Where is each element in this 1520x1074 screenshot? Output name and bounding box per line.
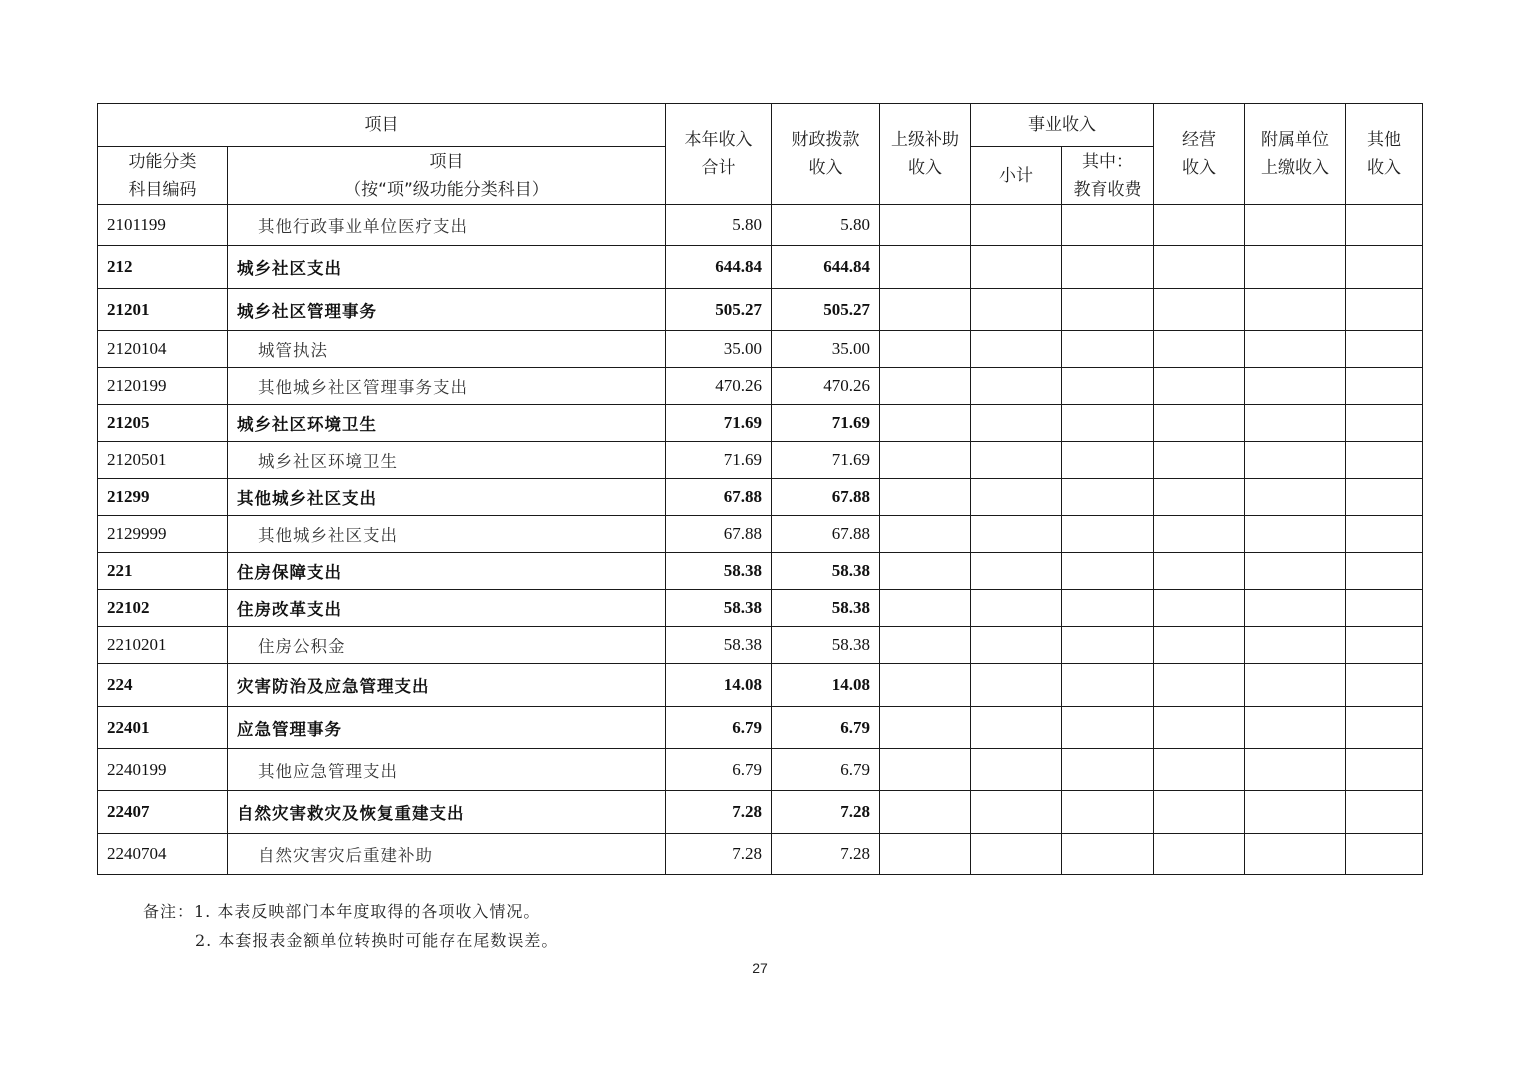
notes (143, 897, 558, 955)
row-code: 2120199 (98, 368, 228, 405)
row-career-subtotal (971, 405, 1062, 442)
row-fiscal: 67.88 (772, 479, 880, 516)
row-business (1154, 331, 1245, 368)
row-other (1346, 289, 1423, 331)
table-row (98, 707, 1423, 749)
row-fiscal: 7.28 (772, 834, 880, 875)
row-business (1154, 516, 1245, 553)
row-affiliated (1245, 791, 1346, 834)
row-fiscal: 505.27 (772, 289, 880, 331)
row-other (1346, 664, 1423, 707)
row-business (1154, 368, 1245, 405)
row-other (1346, 442, 1423, 479)
row-education-fee (1062, 331, 1154, 368)
row-name: 自然灾害灾后重建补助 (228, 834, 666, 875)
header-business: 经营 收入 (1154, 104, 1245, 205)
row-affiliated (1245, 590, 1346, 627)
row-affiliated (1245, 289, 1346, 331)
table-row (98, 553, 1423, 590)
row-code: 212 (98, 246, 228, 289)
row-business (1154, 749, 1245, 791)
row-education-fee (1062, 834, 1154, 875)
row-affiliated (1245, 664, 1346, 707)
table-row (98, 331, 1423, 368)
row-affiliated (1245, 707, 1346, 749)
row-fiscal: 6.79 (772, 707, 880, 749)
row-superior (880, 834, 971, 875)
table-body (98, 205, 1423, 875)
row-affiliated (1245, 834, 1346, 875)
row-code: 21201 (98, 289, 228, 331)
row-affiliated (1245, 553, 1346, 590)
row-superior (880, 553, 971, 590)
row-career-subtotal (971, 749, 1062, 791)
row-affiliated (1245, 368, 1346, 405)
header-career: 事业收入 (971, 104, 1154, 147)
row-code: 2210201 (98, 627, 228, 664)
row-business (1154, 707, 1245, 749)
row-superior (880, 627, 971, 664)
row-total: 67.88 (666, 479, 772, 516)
row-fiscal: 58.38 (772, 553, 880, 590)
row-education-fee (1062, 442, 1154, 479)
row-superior (880, 405, 971, 442)
row-name: 住房改革支出 (228, 590, 666, 627)
row-superior (880, 516, 971, 553)
row-total: 58.38 (666, 627, 772, 664)
row-career-subtotal (971, 331, 1062, 368)
row-education-fee (1062, 707, 1154, 749)
row-education-fee (1062, 368, 1154, 405)
row-superior (880, 205, 971, 246)
row-business (1154, 205, 1245, 246)
row-business (1154, 791, 1245, 834)
row-career-subtotal (971, 246, 1062, 289)
table-row (98, 590, 1423, 627)
row-total: 644.84 (666, 246, 772, 289)
row-name: 城管执法 (228, 331, 666, 368)
row-name: 住房公积金 (228, 627, 666, 664)
row-total: 470.26 (666, 368, 772, 405)
row-total: 6.79 (666, 749, 772, 791)
row-other (1346, 246, 1423, 289)
row-career-subtotal (971, 664, 1062, 707)
row-superior (880, 791, 971, 834)
row-education-fee (1062, 590, 1154, 627)
row-fiscal: 5.80 (772, 205, 880, 246)
header-fiscal: 财政拨款 收入 (772, 104, 880, 205)
row-education-fee (1062, 246, 1154, 289)
row-fiscal: 14.08 (772, 664, 880, 707)
table-row (98, 516, 1423, 553)
row-business (1154, 834, 1245, 875)
row-affiliated (1245, 246, 1346, 289)
row-fiscal: 71.69 (772, 405, 880, 442)
row-education-fee (1062, 627, 1154, 664)
row-business (1154, 442, 1245, 479)
row-name: 应急管理事务 (228, 707, 666, 749)
row-total: 35.00 (666, 331, 772, 368)
row-career-subtotal (971, 590, 1062, 627)
row-fiscal: 71.69 (772, 442, 880, 479)
row-education-fee (1062, 479, 1154, 516)
row-fiscal: 67.88 (772, 516, 880, 553)
row-other (1346, 479, 1423, 516)
row-name: 城乡社区环境卫生 (228, 442, 666, 479)
row-education-fee (1062, 791, 1154, 834)
row-career-subtotal (971, 834, 1062, 875)
row-code: 2129999 (98, 516, 228, 553)
row-code: 21205 (98, 405, 228, 442)
row-superior (880, 368, 971, 405)
row-code: 2120501 (98, 442, 228, 479)
row-superior (880, 289, 971, 331)
row-total: 14.08 (666, 664, 772, 707)
row-name: 其他行政事业单位医疗支出 (228, 205, 666, 246)
row-education-fee (1062, 289, 1154, 331)
row-other (1346, 627, 1423, 664)
table-row (98, 834, 1423, 875)
row-name: 其他城乡社区支出 (228, 479, 666, 516)
row-superior (880, 664, 971, 707)
row-name: 其他应急管理支出 (228, 749, 666, 791)
row-other (1346, 516, 1423, 553)
row-code: 21299 (98, 479, 228, 516)
row-business (1154, 627, 1245, 664)
header-item: 项目 （按“项”级功能分类科目） (228, 147, 666, 205)
row-total: 505.27 (666, 289, 772, 331)
row-business (1154, 553, 1245, 590)
row-code: 2120104 (98, 331, 228, 368)
table-row (98, 791, 1423, 834)
row-education-fee (1062, 205, 1154, 246)
row-superior (880, 707, 971, 749)
row-business (1154, 664, 1245, 707)
row-superior (880, 246, 971, 289)
table-row (98, 368, 1423, 405)
row-fiscal: 35.00 (772, 331, 880, 368)
row-superior (880, 479, 971, 516)
row-total: 71.69 (666, 442, 772, 479)
row-fiscal: 6.79 (772, 749, 880, 791)
row-code: 22102 (98, 590, 228, 627)
header-total: 本年收入 合计 (666, 104, 772, 205)
row-superior (880, 331, 971, 368)
row-name: 城乡社区支出 (228, 246, 666, 289)
row-name: 城乡社区环境卫生 (228, 405, 666, 442)
row-name: 住房保障支出 (228, 553, 666, 590)
row-other (1346, 749, 1423, 791)
note-line-1: 备注：1. 本表反映部门本年度取得的各项收入情况。 (143, 902, 541, 921)
row-name: 其他城乡社区管理事务支出 (228, 368, 666, 405)
row-affiliated (1245, 627, 1346, 664)
row-career-subtotal (971, 479, 1062, 516)
row-career-subtotal (971, 627, 1062, 664)
row-career-subtotal (971, 289, 1062, 331)
row-business (1154, 479, 1245, 516)
row-affiliated (1245, 205, 1346, 246)
row-fiscal: 58.38 (772, 590, 880, 627)
row-affiliated (1245, 749, 1346, 791)
row-code: 22407 (98, 791, 228, 834)
header-other: 其他 收入 (1346, 104, 1423, 205)
row-affiliated (1245, 405, 1346, 442)
page-number: 27 (752, 960, 768, 976)
row-total: 5.80 (666, 205, 772, 246)
row-affiliated (1245, 442, 1346, 479)
row-affiliated (1245, 479, 1346, 516)
row-other (1346, 205, 1423, 246)
row-code: 2240199 (98, 749, 228, 791)
row-career-subtotal (971, 205, 1062, 246)
table-row (98, 289, 1423, 331)
row-other (1346, 368, 1423, 405)
row-name: 城乡社区管理事务 (228, 289, 666, 331)
table-row (98, 627, 1423, 664)
row-career-subtotal (971, 707, 1062, 749)
row-career-subtotal (971, 553, 1062, 590)
row-career-subtotal (971, 368, 1062, 405)
header-education-fee: 其中： 教育收费 (1062, 147, 1154, 205)
row-total: 6.79 (666, 707, 772, 749)
row-affiliated (1245, 331, 1346, 368)
row-career-subtotal (971, 442, 1062, 479)
row-code: 2101199 (98, 205, 228, 246)
row-total: 7.28 (666, 834, 772, 875)
row-name: 其他城乡社区支出 (228, 516, 666, 553)
row-other (1346, 791, 1423, 834)
table-row (98, 442, 1423, 479)
row-education-fee (1062, 553, 1154, 590)
row-career-subtotal (971, 791, 1062, 834)
table-row (98, 205, 1423, 246)
table-row (98, 749, 1423, 791)
row-education-fee (1062, 405, 1154, 442)
header-func-code: 功能分类 科目编码 (98, 147, 228, 205)
row-total: 67.88 (666, 516, 772, 553)
row-total: 58.38 (666, 590, 772, 627)
row-code: 224 (98, 664, 228, 707)
header-superior: 上级补助 收入 (880, 104, 971, 205)
row-education-fee (1062, 749, 1154, 791)
row-superior (880, 590, 971, 627)
row-code: 22401 (98, 707, 228, 749)
row-fiscal: 7.28 (772, 791, 880, 834)
row-code: 2240704 (98, 834, 228, 875)
row-name: 自然灾害救灾及恢复重建支出 (228, 791, 666, 834)
table-row (98, 405, 1423, 442)
row-business (1154, 405, 1245, 442)
row-other (1346, 331, 1423, 368)
row-fiscal: 644.84 (772, 246, 880, 289)
header-project: 项目 (98, 104, 666, 147)
row-code: 221 (98, 553, 228, 590)
header-affiliated: 附属单位 上缴收入 (1245, 104, 1346, 205)
row-other (1346, 405, 1423, 442)
row-business (1154, 289, 1245, 331)
row-fiscal: 470.26 (772, 368, 880, 405)
table-row (98, 664, 1423, 707)
row-superior (880, 442, 971, 479)
row-other (1346, 590, 1423, 627)
table-row (98, 246, 1423, 289)
row-other (1346, 834, 1423, 875)
row-affiliated (1245, 516, 1346, 553)
row-education-fee (1062, 516, 1154, 553)
row-total: 58.38 (666, 553, 772, 590)
table-row (98, 479, 1423, 516)
row-superior (880, 749, 971, 791)
row-business (1154, 246, 1245, 289)
row-other (1346, 707, 1423, 749)
row-business (1154, 590, 1245, 627)
income-table (97, 103, 1423, 875)
row-career-subtotal (971, 516, 1062, 553)
row-other (1346, 553, 1423, 590)
row-education-fee (1062, 664, 1154, 707)
note-line-2: 2. 本套报表金额单位转换时可能存在尾数误差。 (195, 931, 559, 950)
row-total: 71.69 (666, 405, 772, 442)
row-name: 灾害防治及应急管理支出 (228, 664, 666, 707)
header-subtotal: 小计 (971, 147, 1062, 205)
table-header (98, 104, 1423, 205)
row-total: 7.28 (666, 791, 772, 834)
row-fiscal: 58.38 (772, 627, 880, 664)
